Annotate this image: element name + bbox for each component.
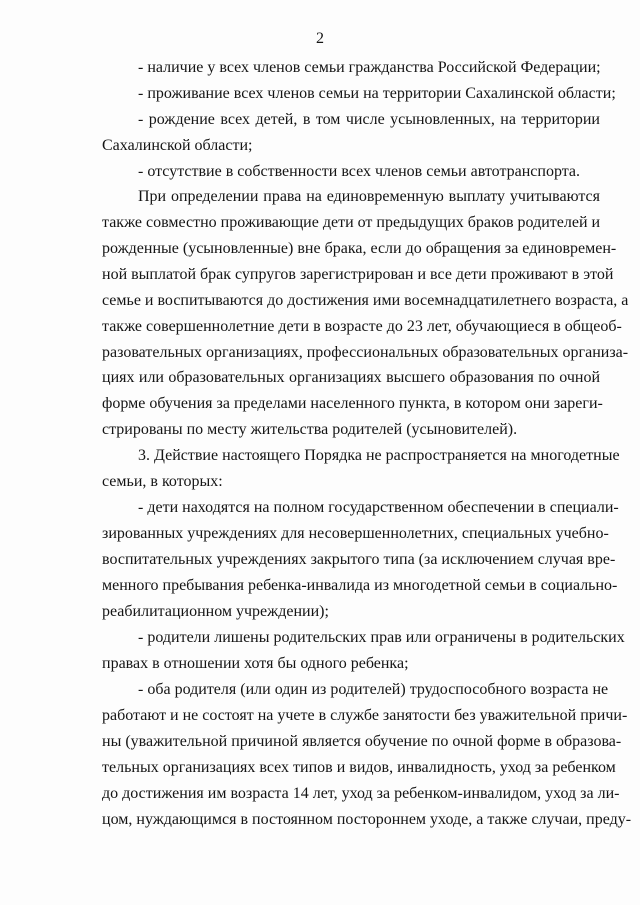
- text-line: семье и воспитываются до достижения ими восемнадцатилетнего возраста, а: [102, 292, 629, 309]
- text-line: стрированы по месту жительства родителей (усыновителей).: [102, 421, 518, 438]
- text-line: также совместно проживающие дети от предыдущих браков родителей и: [102, 214, 601, 231]
- text-line: работают и не состоят на учете в службе занятости без уважительной причи-: [102, 707, 628, 724]
- text-line: Сахалинской области;: [102, 137, 253, 154]
- text-line: правах в отношении хотя бы одного ребенка;: [102, 655, 409, 672]
- text-line: до достижения им возраста 14 лет, уход за ребенком-инвалидом, уход за ли-: [102, 785, 620, 802]
- text-line: - рождение всех детей, в том числе усыновленных, на территории: [138, 111, 600, 128]
- text-line: менного пребывания ребенка-инвалида из многодетной семьи в социально-: [102, 577, 618, 594]
- text-line: реабилитационном учреждении);: [102, 603, 329, 620]
- text-line: При определении права на единовременную выплату учитываются: [138, 188, 600, 205]
- text-line: цом, нуждающимся в постоянном постороннем уходе, а также случаи, преду-: [102, 811, 632, 828]
- text-line: - наличие у всех членов семьи гражданства Российской Федерации;: [138, 59, 601, 76]
- text-line: - отсутствие в собственности всех членов семьи автотранспорта.: [138, 163, 581, 180]
- text-line: - оба родителя (или один из родителей) трудоспособного возраста не: [138, 681, 609, 698]
- text-line: - проживание всех членов семьи на территории Сахалинской области;: [138, 85, 616, 102]
- text-line: рожденные (усыновленные) вне брака, если до обращения за единовремен-: [102, 240, 617, 257]
- text-line: также совершеннолетние дети в возрасте до 23 лет, обучающиеся в общеоб-: [102, 318, 622, 335]
- text-line: - дети находятся на полном государственном обеспечении в специали-: [138, 499, 619, 516]
- text-line: семьи, в которых:: [102, 473, 223, 490]
- text-line: воспитательных учреждениях закрытого типа (за исключением случая вре-: [102, 551, 616, 568]
- text-line: форме обучения за пределами населенного пункта, в котором они зареги-: [102, 395, 603, 412]
- section-heading-line: 3. Действие настоящего Порядка не распространяется на многодетные: [138, 447, 620, 464]
- text-line: разовательных организациях, профессиональных образовательных организа-: [102, 344, 629, 361]
- page-number: 2: [316, 30, 324, 47]
- text-line: циях или образовательных организациях высшего образования по очной: [102, 369, 600, 386]
- text-line: - родители лишены родительских прав или ограничены в родительских: [138, 629, 625, 646]
- text-line: зированных учреждениях для несовершеннолетних, специальных учебно-: [102, 525, 609, 542]
- text-line: ной выплатой брак супругов зарегистрирован и все дети проживают в этой: [102, 266, 614, 283]
- text-line: тельных организациях всех типов и видов, инвалидность, уход за ребенком: [102, 759, 616, 776]
- text-line: ны (уважительной причиной является обучение по очной форме в образова-: [102, 733, 622, 750]
